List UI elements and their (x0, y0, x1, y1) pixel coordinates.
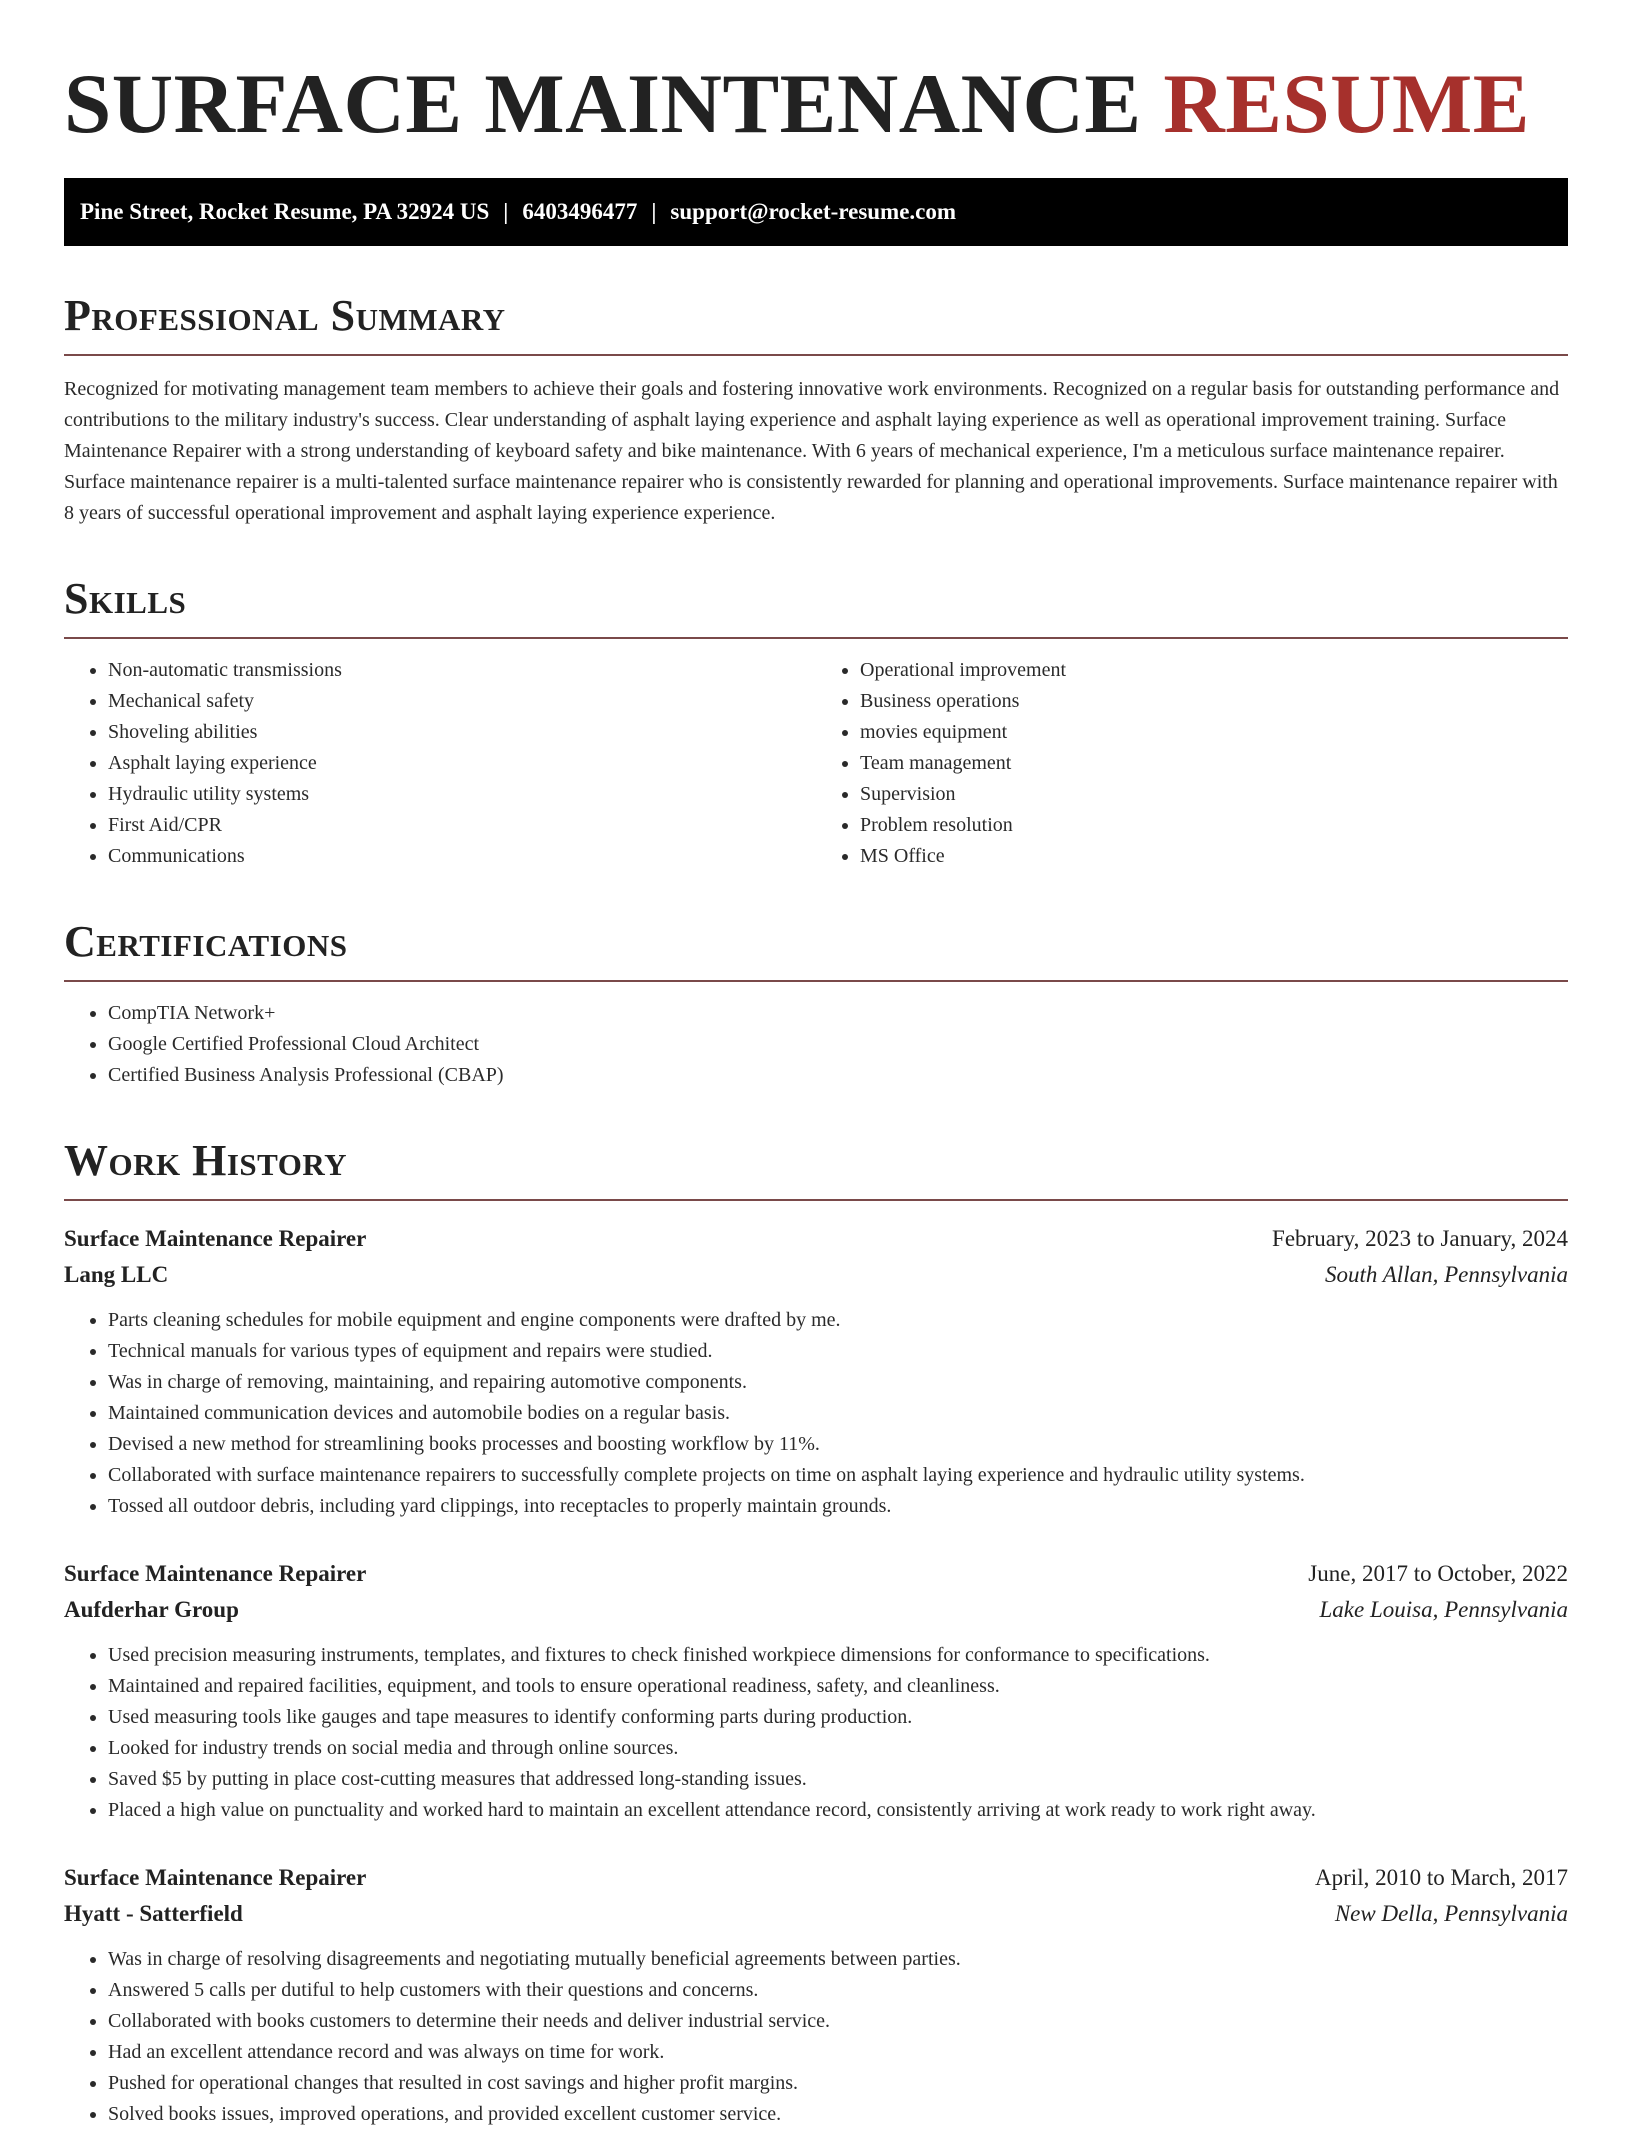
job-dates: June, 2017 to October, 2022 (1308, 1561, 1568, 1586)
job-entry (64, 1860, 1568, 2130)
job-header-row (64, 1860, 1568, 1896)
job-duty: • Pushed for operational changes that resulted in cost savings and higher profit margins. (108, 2068, 1568, 2099)
skills-list-right (816, 655, 1568, 872)
job-location: Lake Louisa, Pennsylvania (1319, 1597, 1568, 1622)
job-duty: • Had an excellent attendance record and was always on time for work. (108, 2037, 1568, 2068)
contact-separator: | (503, 199, 509, 224)
job-company-row (64, 1592, 1568, 1628)
skill-item: • Communications (108, 841, 816, 872)
skill-item: • Non-automatic transmissions (108, 655, 816, 686)
skill-item: • Team management (860, 748, 1568, 779)
job-company: Hyatt - Satterfield (64, 1901, 243, 1926)
job-entry (64, 1221, 1568, 1522)
summary-section (64, 290, 1568, 529)
skill-item: • Shoveling abilities (108, 717, 816, 748)
job-duty: • Solved books issues, improved operations, and provided excellent customer service. (108, 2099, 1568, 2130)
skill-item: • First Aid/CPR (108, 810, 816, 841)
certifications-heading: Certifications (64, 916, 1568, 982)
skills-list-left (64, 655, 816, 872)
skill-item: • Business operations (860, 686, 1568, 717)
job-duty: • Saved $5 by putting in place cost-cutting measures that addressed long-standing issues. (108, 1764, 1568, 1795)
job-duty: • Used precision measuring instruments, templates, and fixtures to check finished workpiece dimensions for conformance to specifications. (108, 1640, 1568, 1671)
summary-heading: Professional Summary (64, 290, 1568, 356)
job-duty: • Was in charge of resolving disagreements and negotiating mutually beneficial agreements between parties. (108, 1944, 1568, 1975)
job-duty: • Collaborated with surface maintenance repairers to successfully complete projects on time on asphalt laying experience and hydraulic utility systems. (108, 1460, 1568, 1491)
job-header-row (64, 1556, 1568, 1592)
job-duty: • Placed a high value on punctuality and worked hard to maintain an excellent attendance record, consistently arriving at work ready to work right away. (108, 1795, 1568, 1826)
job-entry (64, 1556, 1568, 1826)
job-duties-list (64, 1640, 1568, 1826)
job-duties-list (64, 1305, 1568, 1522)
job-header-row (64, 1221, 1568, 1257)
skill-item: • Asphalt laying experience (108, 748, 816, 779)
job-dates: February, 2023 to January, 2024 (1272, 1226, 1568, 1251)
job-company-row (64, 1257, 1568, 1293)
title-accent: RESUME (1163, 57, 1530, 151)
job-duty: • Maintained communication devices and automobile bodies on a regular basis. (108, 1398, 1568, 1429)
job-location: South Allan, Pennsylvania (1325, 1262, 1568, 1287)
certifications-section (64, 916, 1568, 1091)
contact-address: Pine Street, Rocket Resume, PA 32924 US (80, 199, 490, 224)
skills-heading: Skills (64, 573, 1568, 639)
job-location: New Della, Pennsylvania (1334, 1901, 1568, 1926)
certification-item: • Google Certified Professional Cloud Architect (108, 1029, 1568, 1060)
job-duty: • Parts cleaning schedules for mobile equipment and engine components were drafted by me. (108, 1305, 1568, 1336)
contact-bar (64, 178, 1568, 246)
job-duty: • Looked for industry trends on social media and through online sources. (108, 1733, 1568, 1764)
job-title: Surface Maintenance Repairer (64, 1561, 367, 1586)
title-main: SURFACE MAINTENANCE (64, 57, 1142, 151)
skill-item: • MS Office (860, 841, 1568, 872)
skills-section (64, 573, 1568, 872)
work-history-section (64, 1135, 1568, 2130)
job-duty: • Collaborated with books customers to determine their needs and deliver industrial service. (108, 2006, 1568, 2037)
job-title: Surface Maintenance Repairer (64, 1865, 367, 1890)
summary-text: Recognized for motivating management team members to achieve their goals and fostering innovative work environments. Recognized on a regular basis for outstanding performance and contributions to the military industry's success. Clear understanding of asphalt laying experience and asphalt laying experience as well as operational improvement training. Surface Maintenance Repairer with a strong understanding of keyboard safety and bike maintenance. With 6 years of mechanical experience, I'm a meticulous surface maintenance repairer. Surface maintenance repairer is a multi-talented surface maintenance repairer who is consistently rewarded for planning and operational improvements. Surface maintenance repairer with 8 years of successful operational improvement and asphalt laying experience experience. (64, 378, 1560, 524)
job-company-row (64, 1896, 1568, 1932)
job-duty: • Tossed all outdoor debris, including yard clippings, into receptacles to properly maintain grounds. (108, 1491, 1568, 1522)
job-duty: • Maintained and repaired facilities, equipment, and tools to ensure operational readiness, safety, and cleanliness. (108, 1671, 1568, 1702)
skill-item: • Supervision (860, 779, 1568, 810)
job-duties-list (64, 1944, 1568, 2130)
job-duty: • Technical manuals for various types of equipment and repairs were studied. (108, 1336, 1568, 1367)
contact-separator: | (651, 199, 657, 224)
job-duty: • Answered 5 calls per dutiful to help customers with their questions and concerns. (108, 1975, 1568, 2006)
skills-grid (64, 655, 1568, 872)
skill-item: • Operational improvement (860, 655, 1568, 686)
skill-item: • Problem resolution (860, 810, 1568, 841)
skill-item: • movies equipment (860, 717, 1568, 748)
certification-item: • CompTIA Network+ (108, 998, 1568, 1029)
job-duty: • Used measuring tools like gauges and tape measures to identify conforming parts during production. (108, 1702, 1568, 1733)
job-company: Lang LLC (64, 1262, 169, 1287)
job-dates: April, 2010 to March, 2017 (1315, 1865, 1568, 1890)
certification-item: • Certified Business Analysis Professional (CBAP) (108, 1060, 1568, 1091)
job-duty: • Devised a new method for streamlining books processes and boosting workflow by 11%. (108, 1429, 1568, 1460)
resume-title (64, 54, 1568, 154)
job-title: Surface Maintenance Repairer (64, 1226, 367, 1251)
certifications-list (64, 998, 1568, 1091)
contact-email: support@rocket-resume.com (670, 199, 957, 224)
job-company: Aufderhar Group (64, 1597, 239, 1622)
job-duty: • Was in charge of removing, maintaining, and repairing automotive components. (108, 1367, 1568, 1398)
skill-item: • Hydraulic utility systems (108, 779, 816, 810)
skill-item: • Mechanical safety (108, 686, 816, 717)
work-history-heading: Work History (64, 1135, 1568, 1201)
contact-phone: 6403496477 (522, 199, 638, 224)
